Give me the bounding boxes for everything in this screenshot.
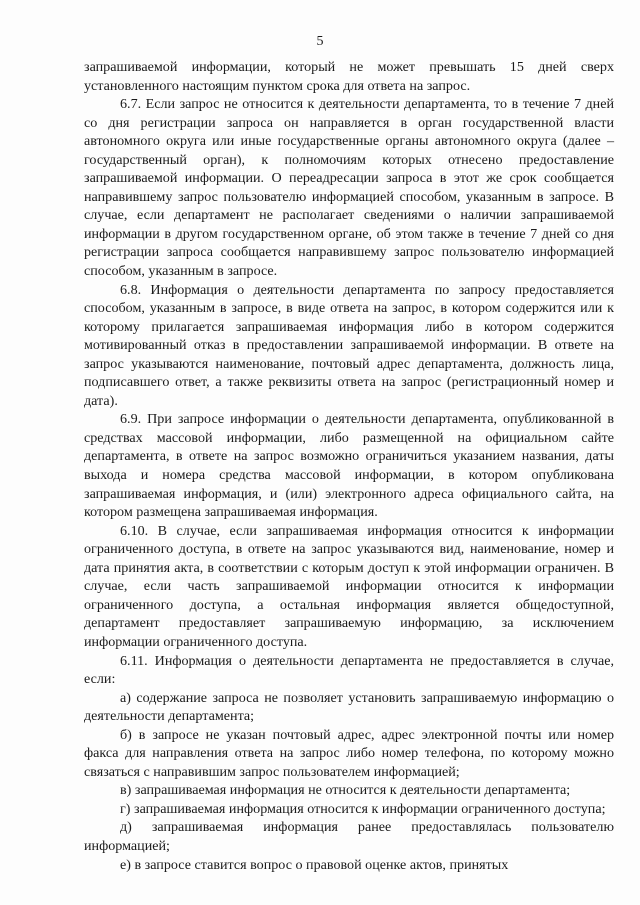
list-item-v: в) запрашиваемая информация не относится к деятельности департамента; [120, 782, 571, 799]
document-body [84, 58, 614, 874]
list-item-d: д) запрашиваемая информация ранее предоставлялась пользователю информацией; [84, 819, 614, 854]
paragraph-6-9: 6.9. При запросе информации о деятельности департамента, опубликованной в средствах массовой информации, либо размещенной на официальном сайте департамента, в ответе на запрос возможно ограничиться указанием названия, даты выхода и номера средства массовой информации, в котором опубликована запрашиваемая информация, и (или) электронного адреса официального сайта, на котором размещена запрашиваемая информация. [84, 411, 614, 521]
list-item-a: а) содержание запроса не позволяет установить запрашиваемую информацию о деятельности департамента; [84, 689, 614, 725]
paragraph-6-11: 6.11. Информация о деятельности департамента не предоставляется в случае, если: [84, 652, 614, 688]
list-item-b: б) в запросе не указан почтовый адрес, адрес электронной почты или номер факса для направления ответа на запрос либо номер телефона, по которому можно связаться с направившим запрос пользователем информацией; [84, 726, 614, 780]
list-item-g: г) запрашиваемая информация относится к информации ограниченного доступа; [120, 800, 606, 817]
paragraph-continuation: запрашиваемой информации, который не может превышать 15 дней сверх установленного настоящим пунктом срока для ответа на запрос. [84, 59, 614, 94]
paragraph-6-8: 6.8. Информация о деятельности департамента по запросу предоставляется способом, указанным в запросе, в виде ответа на запрос, в котором содержится или к которому прилагается запрашиваемая информация либо в котором содержится мотивированный отказ в предоставлении запрашиваемой информации. В ответе на запрос указываются наименование, почтовый адрес департамента, должность лица, подписавшего ответ, а также реквизиты ответа на запрос (регистрационный номер и дата). [84, 281, 614, 409]
paragraph-6-7: 6.7. Если запрос не относится к деятельности департамента, то в течение 7 дней со дня регистрации запроса он направляется в орган государственной власти автономного округа или иные государственные органы автономного округа (далее – государственный орган), к полномочиям которых отнесено предоставление запрашиваемой информации. О переадресации запроса в этот же срок сообщается направившему запрос пользователю информацией способом, указанным в запросе. В случае, если департамент не располагает сведениями о наличии запрашиваемой информации в другом государственном органе, об этом также в течение 7 дней со дня регистрации запроса сообщается направившему запрос пользователю информацией способом, указанным в запросе. [84, 96, 614, 280]
paragraph-6-10: 6.10. В случае, если запрашиваемая информация относится к информации ограниченного доступа, в ответе на запрос указываются вид, наименование, номер и дата принятия акта, в соответствии с которым доступ к этой информации ограничен. В случае, если часть запрашиваемой информации относится к информации ограниченного доступа, а остальная информация является общедоступной, департамент предоставляет запрашиваемую информацию, за исключением информации ограниченного доступа. [84, 522, 614, 650]
page-number: 5 [316, 34, 324, 49]
list-item-e: е) в запросе ставится вопрос о правовой оценке актов, принятых [120, 856, 509, 873]
